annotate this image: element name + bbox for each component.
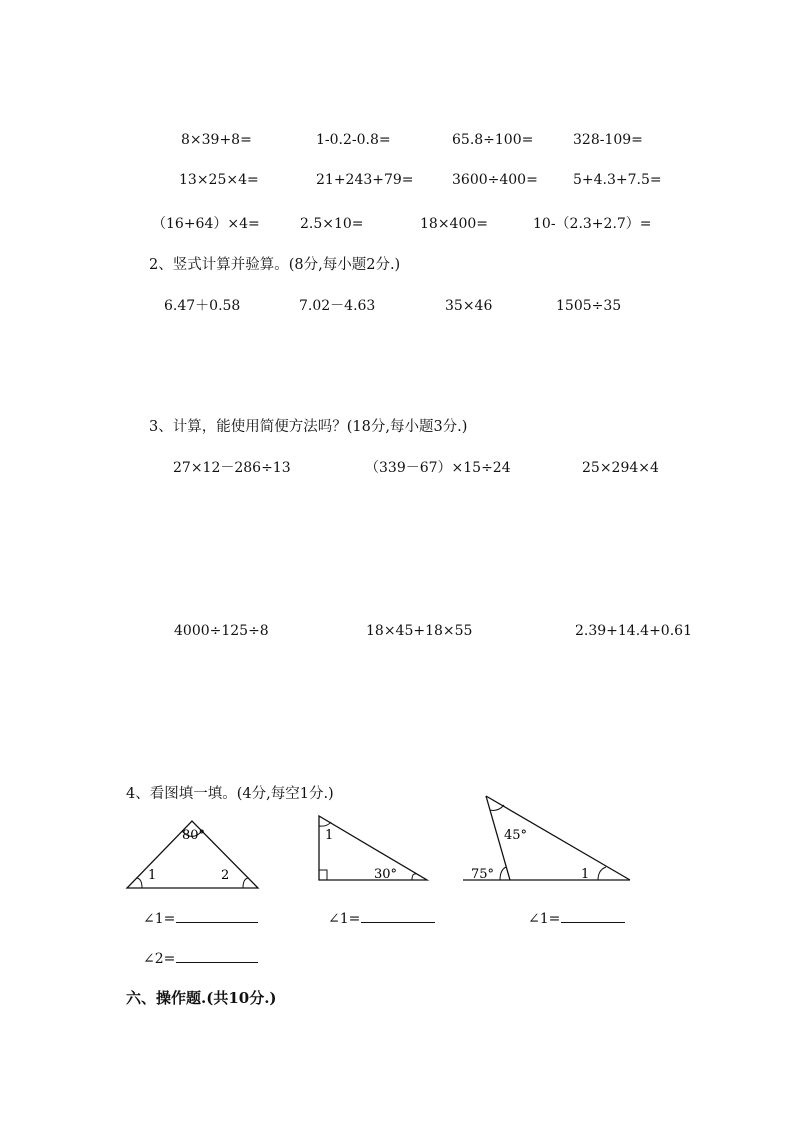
- q2-item-2: 7.02－4.63: [299, 298, 376, 314]
- triangle-3-arc-75: [500, 867, 506, 880]
- answer-fig3-angle1-label: ∠1=: [528, 911, 561, 927]
- right-angle-mark: [319, 870, 327, 880]
- calc-328: 328-109=: [573, 132, 643, 148]
- q2-item-3: 35×46: [445, 298, 493, 314]
- answer-blank[interactable]: [361, 908, 435, 923]
- q2-item-4: 1505÷35: [556, 298, 622, 314]
- calc-1-0.2: 1-0.2-0.8=: [316, 132, 391, 148]
- q3-item-2: （339－67）×15÷24: [365, 460, 511, 476]
- calc-3600: 3600÷400=: [452, 172, 538, 188]
- triangle-3-arc-1: [598, 867, 606, 880]
- q3-title: 3、计算，能使用简便方法吗？(18分,每小题3分.): [149, 419, 468, 435]
- triangle-2-arc-right: [412, 874, 416, 880]
- calc-5+4.3: 5+4.3+7.5=: [573, 172, 662, 188]
- triangle-2-angle-1: 1: [325, 828, 334, 843]
- triangle-3-angle-75: 75°: [471, 867, 495, 882]
- answer-blank[interactable]: [176, 908, 258, 923]
- section-6-title: 六、操作题.(共10分.): [126, 989, 277, 1007]
- calc-2.5x10: 2.5×10=: [300, 216, 364, 232]
- q2-title: 2、竖式计算并验算。(8分,每小题2分.): [149, 257, 401, 273]
- q3-item-4: 4000÷125÷8: [174, 623, 269, 639]
- triangle-3-angle-1: 1: [581, 867, 590, 882]
- answer-fig1-angle2-label: ∠2=: [143, 951, 176, 967]
- calc-18x400: 18×400=: [420, 216, 488, 232]
- calc-16+64: （16+64）×4=: [152, 216, 260, 232]
- calc-13x25: 13×25×4=: [179, 172, 259, 188]
- q3-item-5: 18×45+18×55: [366, 623, 473, 639]
- triangle-3-angle-45: 45°: [504, 828, 528, 843]
- answer-fig2-angle1-label: ∠1=: [328, 911, 361, 927]
- triangle-2-shape: [319, 816, 427, 880]
- q3-item-3: 25×294×4: [582, 460, 659, 476]
- triangle-1-top-label: 80°: [182, 828, 206, 843]
- triangle-figure-3: [460, 790, 635, 886]
- triangle-figure-1: [120, 815, 265, 895]
- answer-fig1-angle2[interactable]: [143, 948, 258, 968]
- answer-fig3-angle1[interactable]: [528, 908, 625, 928]
- answer-fig1-angle1-label: ∠1=: [143, 911, 176, 927]
- calc-65.8: 65.8÷100=: [452, 132, 534, 148]
- triangle-1-angle-1: 1: [148, 868, 157, 883]
- q2-item-1: 6.47＋0.58: [164, 298, 241, 314]
- calc-21+243: 21+243+79=: [316, 172, 414, 188]
- triangle-2-angle-30: 30°: [374, 867, 398, 882]
- answer-blank[interactable]: [561, 908, 625, 923]
- triangle-figure-2: [312, 810, 432, 886]
- q3-item-6: 2.39+14.4+0.61: [575, 623, 692, 639]
- answer-blank[interactable]: [176, 948, 258, 963]
- answer-fig1-angle1[interactable]: [143, 908, 258, 928]
- calc-10-paren: 10-（2.3+2.7）=: [533, 216, 652, 232]
- triangle-1-arc-right: [243, 878, 249, 888]
- triangle-1-angle-2: 2: [221, 868, 230, 883]
- q4-title: 4、看图填一填。(4分,每空1分.): [126, 786, 334, 802]
- triangle-1-arc-left: [136, 878, 142, 888]
- calc-8x39: 8×39+8=: [181, 132, 252, 148]
- answer-fig2-angle1[interactable]: [328, 908, 435, 928]
- q3-item-1: 27×12－286÷13: [173, 460, 291, 476]
